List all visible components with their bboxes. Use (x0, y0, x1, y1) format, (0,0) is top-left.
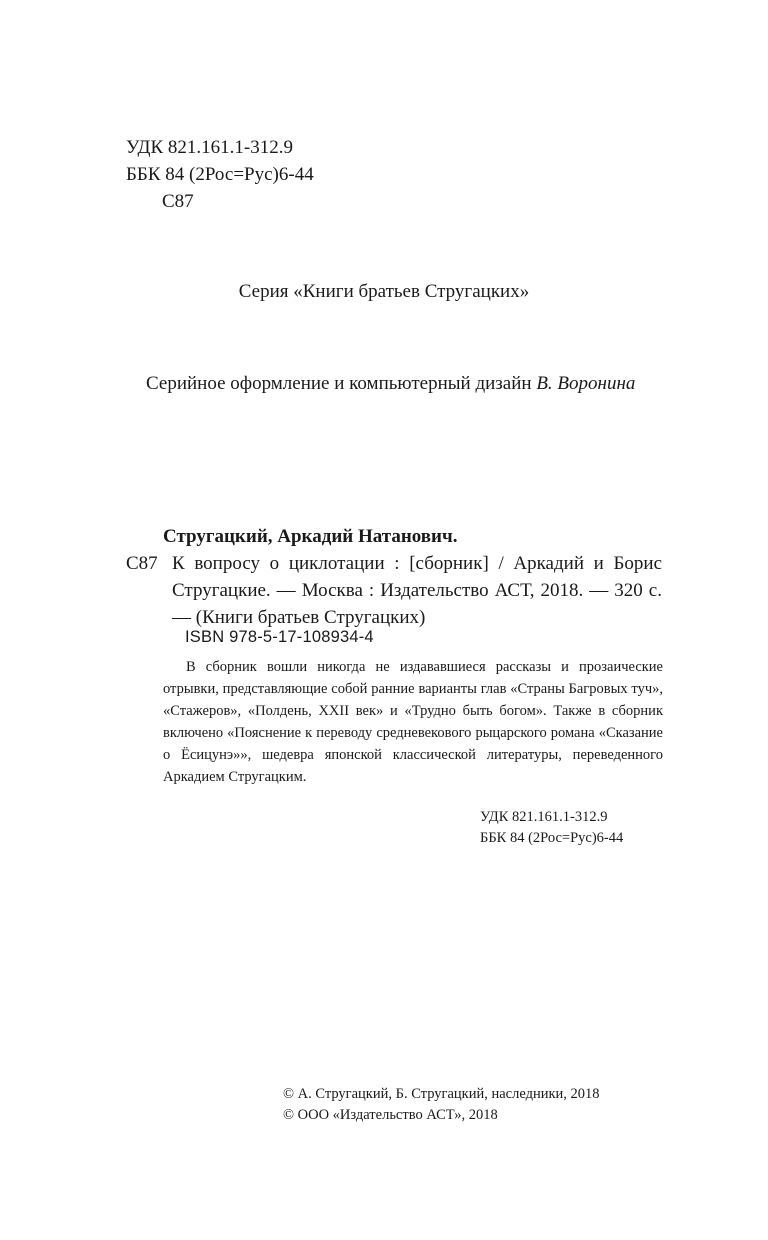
bibliographic-text: К вопросу о циклотации : [сборник] / Аркадий и Борис Стругацкие. — Москва : Издательство АСТ, 2018. — 320 с. — (Книги братьев Стругацких) (172, 553, 662, 628)
design-credit (146, 370, 635, 397)
udk-code: УДК 821.161.1-312.9 (126, 137, 293, 158)
bibliographic-description (172, 550, 662, 631)
author-sign-bibliographic: С87 (126, 553, 158, 574)
designer-name: В. Воронина (536, 373, 636, 394)
annotation-text: В сборник вошли никогда не издававшиеся рассказы и прозаические отрывки, представляющие собой ранние варианты глав «Страны Багровых туч», «Стажеров», «Полдень, XXII век» и «Трудно быть богом». Также в сборник включено «Пояснение к переводу средневекового рыцарского романа «Сказание о Ёсицунэ»», шедевра японской классической литературы, переведенного Аркадием Стругацким. (163, 659, 663, 785)
copyright-block (283, 1083, 600, 1125)
design-credit-text: Серийное оформление и компьютерный дизайн (146, 373, 537, 394)
bbk-code: ББК 84 (2Рос=Рус)6-44 (126, 164, 314, 185)
annotation (163, 656, 663, 788)
bbk-code-bottom: ББК 84 (2Рос=Рус)6-44 (480, 830, 624, 846)
udk-code-bottom: УДК 821.161.1-312.9 (480, 809, 608, 825)
classification-block-bottom (480, 806, 623, 848)
series-title: Серия «Книги братьев Стругацких» (238, 281, 530, 302)
isbn: ISBN 978-5-17-108934-4 (185, 628, 374, 646)
author-sign: С87 (162, 191, 194, 212)
author-heading: Стругацкий, Аркадий Натанович. (163, 526, 458, 547)
copyright-authors: © А. Стругацкий, Б. Стругацкий, наследники, 2018 (283, 1086, 600, 1102)
copyright-publisher: © ООО «Издательство АСТ», 2018 (283, 1107, 498, 1123)
classification-block-top (126, 134, 314, 215)
